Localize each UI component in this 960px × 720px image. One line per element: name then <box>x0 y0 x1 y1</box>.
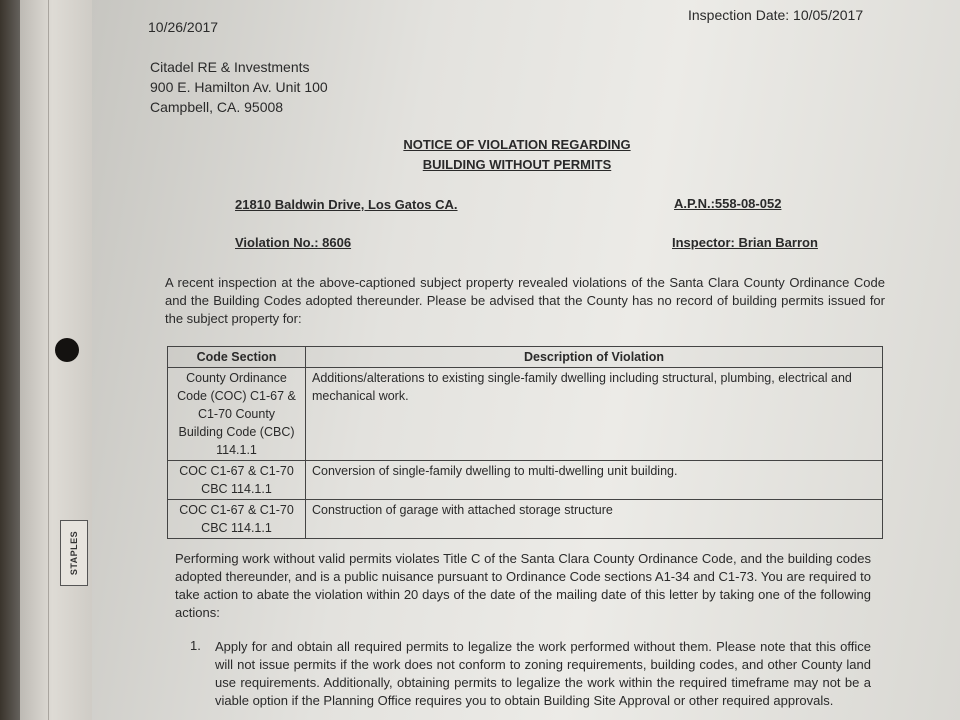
recipient-name: Citadel RE & Investments <box>150 59 310 75</box>
staples-label-text: STAPLES <box>69 530 79 576</box>
property-address: 21810 Baldwin Drive, Los Gatos CA. <box>235 197 458 212</box>
action-number: 1. <box>190 638 201 653</box>
description-cell: Conversion of single-family dwelling to multi-dwelling unit building. <box>306 461 883 500</box>
code-section-cell: COC C1-67 & C1-70 CBC 114.1.1 <box>168 500 306 539</box>
letter-content <box>92 0 960 720</box>
recipient-city: Campbell, CA. 95008 <box>150 99 284 115</box>
recipient-street: 900 E. Hamilton Av. Unit 100 <box>150 79 328 95</box>
inspection-date: Inspection Date: 10/05/2017 <box>688 7 864 23</box>
action-text: Apply for and obtain all required permits to legalize the work performed without them. Please note that this office will not issue permits if the work does not conform to zoning requirements, building codes, and other County land use requirements. Additionally, obtaining permits to legalize the work within the required timeframe may not be a viable option if the Planning Office requires you to obtain Building Site Approval or other required approvals. <box>215 639 871 708</box>
code-section-cell: County Ordinance Code (COC) C1-67 & C1-70 County Building Code (CBC) 114.1.1 <box>168 368 306 461</box>
notice-title-line1: NOTICE OF VIOLATION REGARDING <box>403 137 631 152</box>
letter-date: 10/26/2017 <box>148 19 219 35</box>
staples-label <box>60 520 88 586</box>
apn-number: A.P.N.:558-08-052 <box>674 196 782 211</box>
inspector-name: Inspector: Brian Barron <box>672 235 818 250</box>
violations-table <box>167 346 883 539</box>
violation-number: Violation No.: 8606 <box>235 235 352 250</box>
description-cell: Additions/alterations to existing single-family dwelling including structural, plumbing, electrical and mechanical work. <box>306 368 883 461</box>
description-cell: Construction of garage with attached storage structure <box>306 500 883 539</box>
table-row <box>168 368 883 461</box>
table-row <box>168 461 883 500</box>
intro-paragraph: A recent inspection at the above-captioned subject property revealed violations of the Santa Clara County Ordinance Code and the Building Codes adopted thereunder. Please be advised that the County has no record of building permits issued for the subject property for: <box>165 275 885 326</box>
table-row <box>168 500 883 539</box>
code-section-cell: COC C1-67 & C1-70 CBC 114.1.1 <box>168 461 306 500</box>
table-header-row <box>168 347 883 368</box>
sheet-protector-edge <box>20 0 93 720</box>
column-header: Description of Violation <box>306 347 883 368</box>
letter-page <box>92 0 960 720</box>
notice-title-line2: BUILDING WITHOUT PERMITS <box>422 157 612 172</box>
body-paragraph: Performing work without valid permits violates Title C of the Santa Clara County Ordinance Code, and the building codes adopted thereunder, and is a public nuisance pursuant to Ordinance Code sections A1-34 and C1-73. You are required to take action to abate the violation within 20 days of the date of the mailing date of this letter by taking one of the following actions: <box>175 551 871 620</box>
binder-hole <box>55 338 79 362</box>
column-header: Code Section <box>168 347 306 368</box>
